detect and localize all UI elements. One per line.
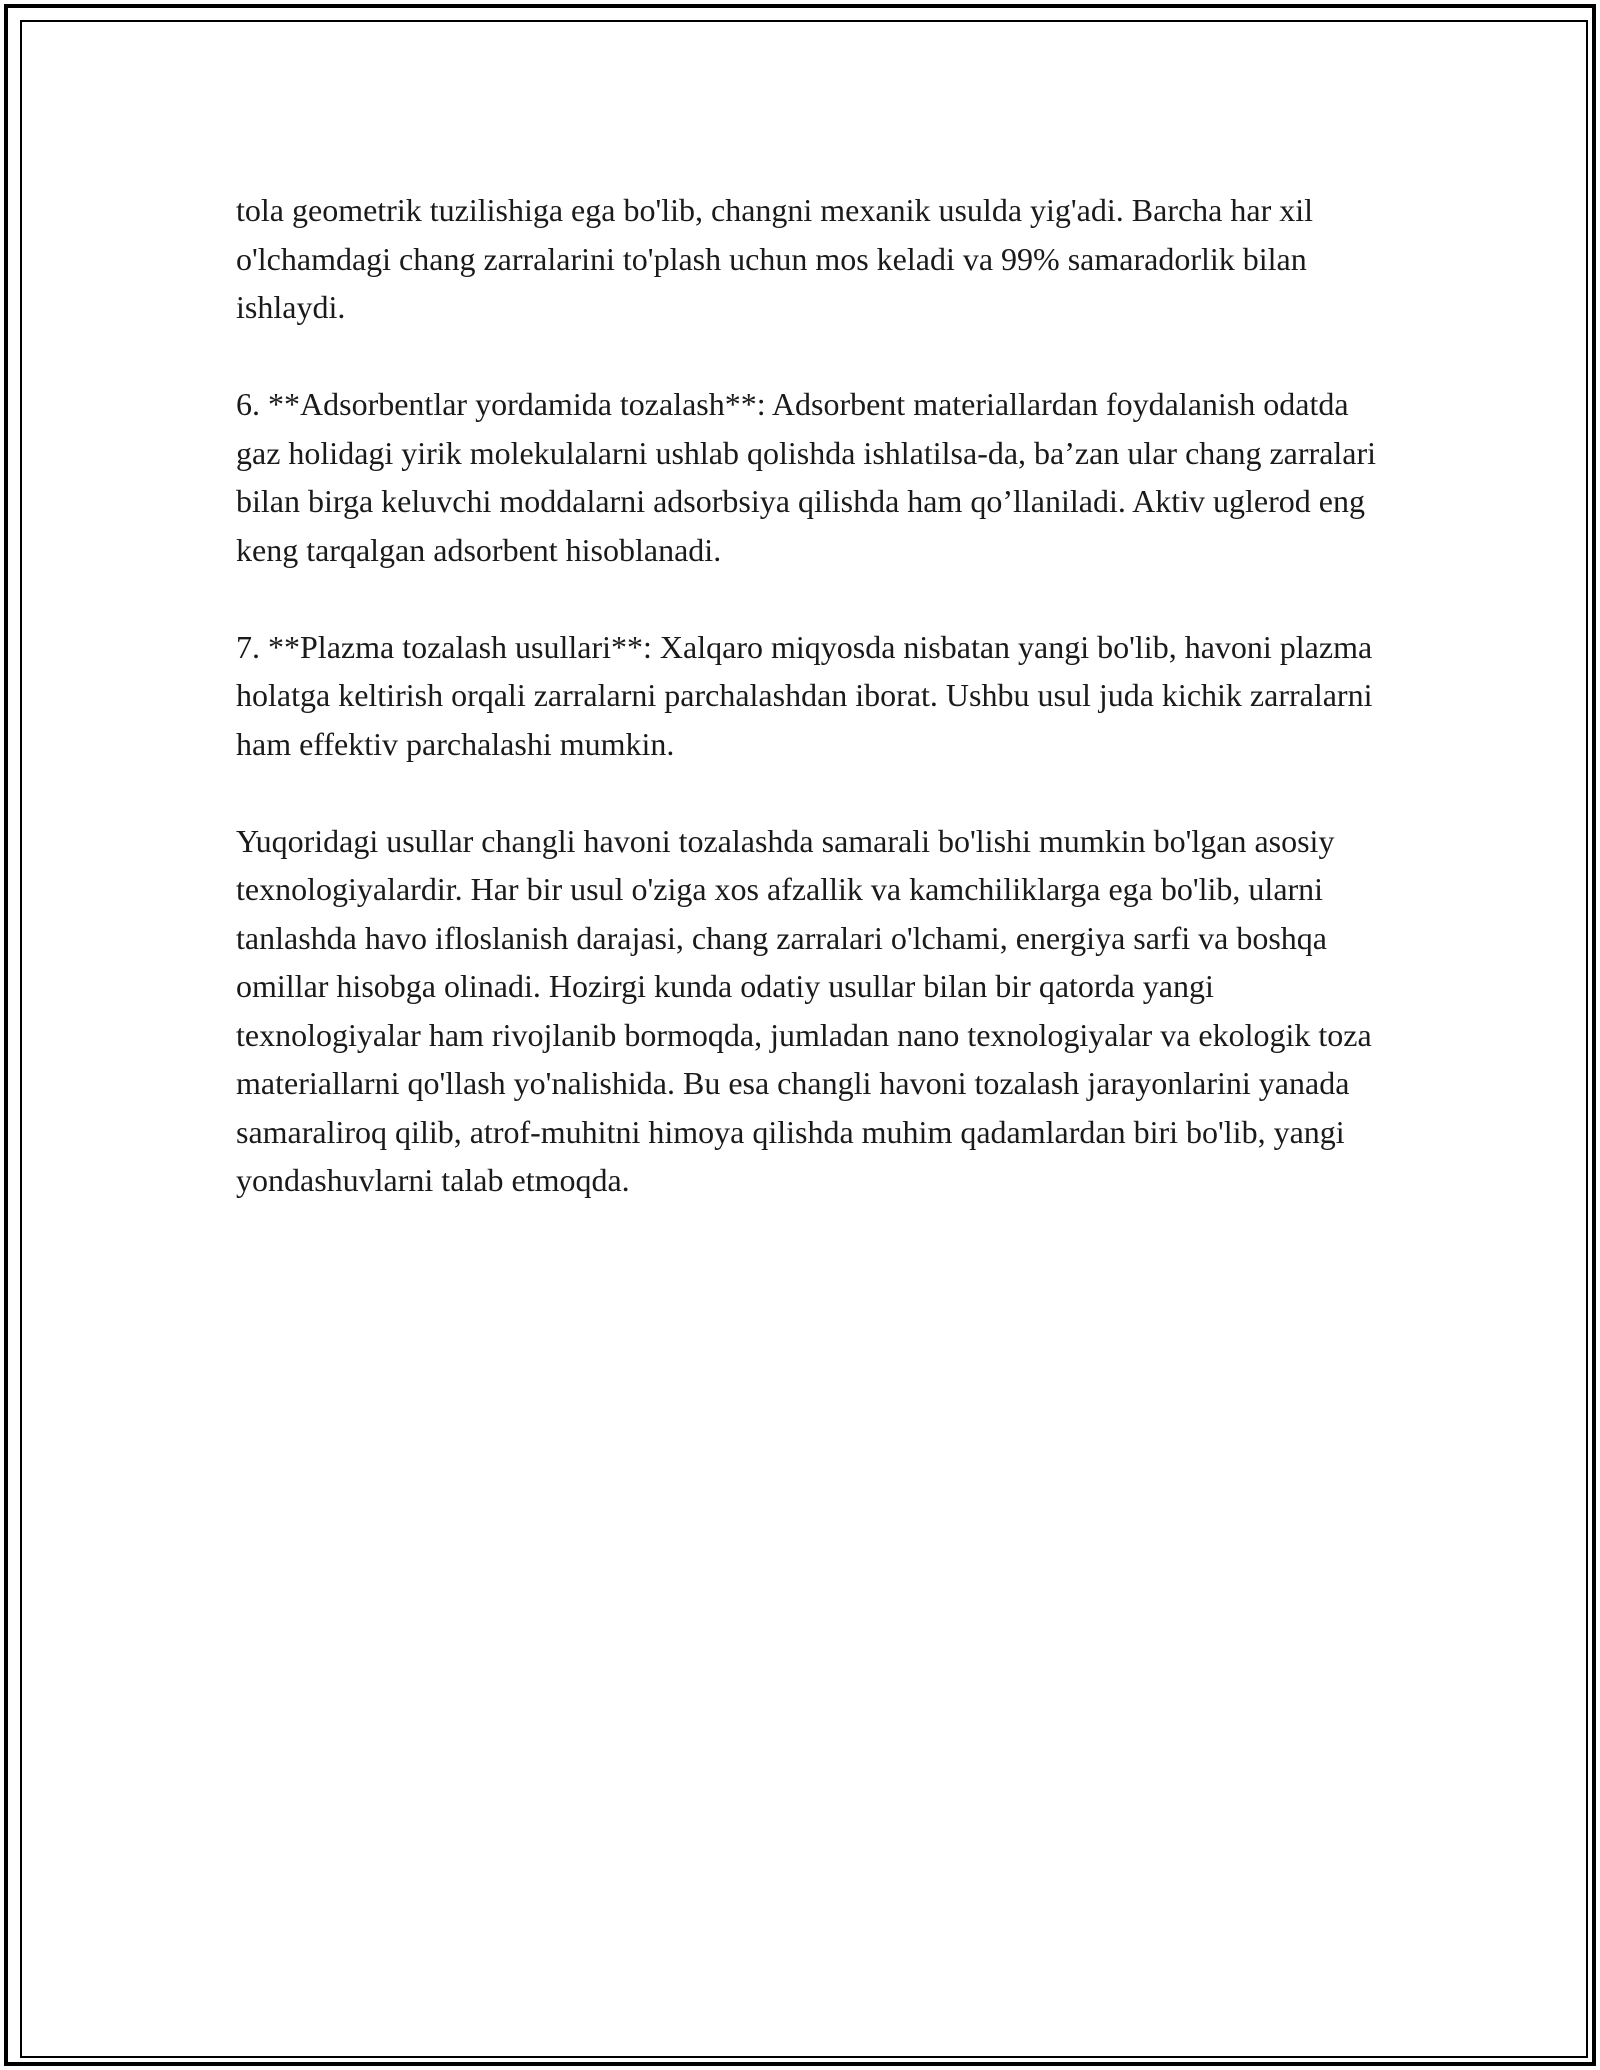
paragraph-fibrous-filter-continuation: tola geometrik tuzilishiga ega bo'lib, changni mexanik usulda yig'adi. Barcha har xil o'lchamdagi chang zarralarini to'plash uchun mos keladi va 99% samaradorlik bilan ishlaydi.: [236, 192, 1314, 325]
document-body: [236, 186, 1396, 1205]
paragraph-adsorbent-cleaning: 6. **Adsorbentlar yordamida tozalash**: Adsorbent materiallardan foydalanish odatda gaz holidagi yirik molekulalarni ushlab qolishda ishlatilsa-da, ba’zan ular chang zarralari bilan birga keluvchi moddalarni adsorbsiya qilishda ham qo’llaniladi. Aktiv uglerod eng keng tarqalgan adsorbent hisoblanadi.: [236, 386, 1377, 568]
paragraph-conclusion: Yuqoridagi usullar changli havoni tozalashda samarali bo'lishi mumkin bo'lgan asosiy texnologiyalardir. Har bir usul o'ziga xos afzallik va kamchiliklarga ega bo'lib, ularni tanlashda havo ifloslanish darajasi, chang zarralari o'lchami, energiya sarfi va boshqa omillar hisobga olinadi. Hozirgi kunda odatiy usullar bilan bir qatorda yangi texnologiyalar ham rivojlanib bormoqda, jumladan nano texnologiyalar va ekologik toza materiallarni qo'llash yo'nalishida. Bu esa changli havoni tozalash jarayonlarini yanada samaraliroq qilib, atrof-muhitni himoya qilishda muhim qadamlardan biri bo'lib, yangi yondashuvlarni talab etmoqda.: [236, 822, 1372, 1198]
paragraph-plasma-cleaning: 7. **Plazma tozalash usullari**: Xalqaro miqyosda nisbatan yangi bo'lib, havoni plazma holatga keltirish orqali zarralarni parchalashdan iborat. Ushbu usul juda kichik zarralarni ham effektiv parchalashi mumkin.: [236, 628, 1373, 762]
